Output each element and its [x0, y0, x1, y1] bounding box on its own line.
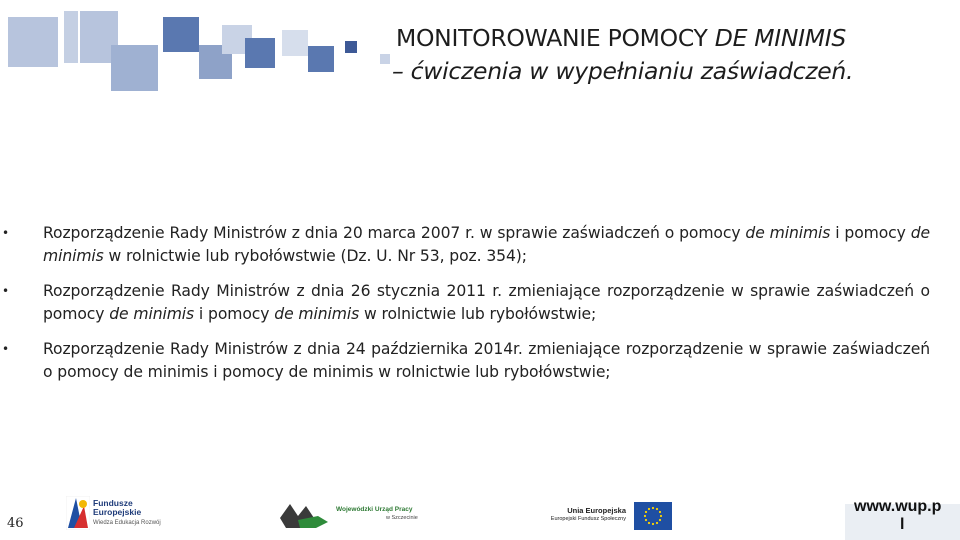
bullet-text: Rozporządzenie Rady Ministrów z dnia 24 października 2014r. zmieniające rozporządzenie w sprawie zaświadczeń o pomocy de minimis i pomocy de minimis w rolnictwie lub rybołówstwie; [43, 340, 930, 381]
wup-szczecin-logo: Wojewódzki Urząd Pracy w Szczecinie [280, 500, 430, 530]
fundusze-europejskie-logo: Fundusze Europejskie Wiedza Edukacja Rozwój [66, 496, 176, 532]
bullet-marker: • [2, 342, 10, 356]
bullet-text: Rozporządzenie Rady Ministrów z dnia 20 marca 2007 r. w sprawie zaświadczeń o pomocy de minimis i pomocy de minimis w rolnictwie lub rybołówstwie (Dz. U. Nr 53, poz. 354); [43, 224, 930, 265]
bullet-text: Rozporządzenie Rady Ministrów z dnia 26 stycznia 2011 r. zmieniające rozporządzenie w sprawie zaświadczeń o pomocy de minimis i pomocy de minimis w rolnictwie lub rybołówstwie; [43, 282, 930, 323]
title-line-2: – ćwiczenia w wypełnianiu zaświadczeń. [392, 57, 854, 85]
bullet-item [2, 222, 930, 268]
bullet-item [2, 338, 930, 384]
header-decoration [0, 0, 390, 100]
wup-emblem-icon [280, 500, 332, 530]
title-line-1: MONITOROWANIE POMOCY DE MINIMIS [396, 24, 847, 52]
slide-title [392, 22, 956, 88]
page-number: 46 [7, 516, 24, 531]
bullet-marker: • [2, 284, 10, 298]
fe-star-icon [66, 496, 90, 530]
bullet-list [2, 222, 930, 396]
bullet-item [2, 280, 930, 326]
website-url-continuation[interactable]: l [900, 516, 905, 533]
website-url[interactable]: www.wup.p [854, 498, 942, 515]
eu-flag-icon [634, 502, 672, 530]
unia-europejska-logo: Unia Europejska Europejski Fundusz Społeczny [536, 502, 676, 532]
bullet-marker: • [2, 226, 10, 240]
